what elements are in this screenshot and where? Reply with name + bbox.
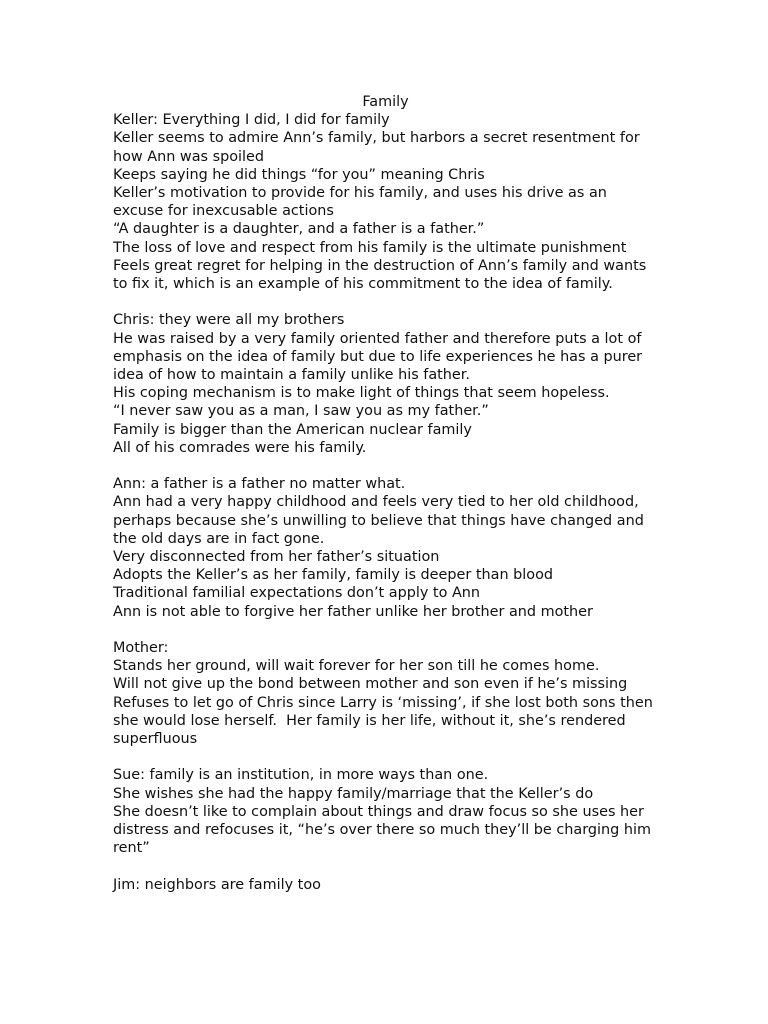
paragraph-line: She wishes she had the happy family/marriage that the Keller’s do bbox=[113, 785, 594, 802]
paragraph-line: Keller’s motivation to provide for his family, and uses his drive as an excuse for inexcusable actions bbox=[113, 185, 612, 220]
paragraph-line: All of his comrades were his family. bbox=[113, 439, 367, 456]
section-chris bbox=[113, 311, 658, 457]
paragraph-line: Traditional familial expectations don’t apply to Ann bbox=[113, 585, 481, 602]
section-mother bbox=[113, 639, 658, 748]
paragraph-line: Ann had a very happy childhood and feels very tied to her old childhood, perhaps because she’s unwilling to believe that things have changed and the old days are in fact gone. bbox=[113, 494, 649, 547]
document-title: Family bbox=[362, 94, 409, 110]
section-keller bbox=[113, 111, 658, 293]
document-body bbox=[113, 93, 658, 894]
paragraph-line: Very disconnected from her father’s situation bbox=[113, 549, 440, 566]
paragraph-line: His coping mechanism is to make light of things that seem hopeless. bbox=[113, 385, 610, 402]
paragraph-line: Feels great regret for helping in the destruction of Ann’s family and wants to fix it, which is an example of his commitment to the idea of family. bbox=[113, 257, 651, 293]
paragraph-line: Keller seems to admire Ann’s family, but harbors a secret resentment for how Ann was spoiled bbox=[113, 130, 645, 165]
section-heading: Mother: bbox=[113, 640, 169, 657]
paragraph-line: He was raised by a very family oriented father and therefore puts a lot of emphasis on the idea of family but due to life experiences he has a purer idea of how to maintain a family unlike his father. bbox=[113, 330, 647, 384]
paragraph-line: Refuses to let go of Chris since Larry is ‘missing’, if she lost both sons then she would lose herself. Her family is her life, without it, she’s rendered superfluous bbox=[113, 694, 658, 748]
section-heading: Chris: they were all my brothers bbox=[113, 312, 345, 329]
paragraph-line: Adopts the Keller’s as her family, family is deeper than blood bbox=[113, 567, 554, 584]
paragraph-line: Keeps saying he did things “for you” meaning Chris bbox=[113, 166, 485, 183]
section-heading: Ann: a father is a father no matter what. bbox=[113, 476, 406, 493]
quote-line: “A daughter is a daughter, and a father is a father.” bbox=[113, 221, 485, 238]
paragraph-line: The loss of love and respect from his family is the ultimate punishment bbox=[113, 239, 627, 256]
section-heading: Jim: neighbors are family too bbox=[113, 876, 321, 893]
section-heading: Sue: family is an institution, in more ways than one. bbox=[113, 767, 489, 784]
paragraph-line: Family is bigger than the American nuclear family bbox=[113, 421, 472, 438]
paragraph-line: Will not give up the bond between mother and son even if he’s missing bbox=[113, 676, 628, 693]
paragraph-line: She doesn’t like to complain about things and draw focus so she uses her distress and refocuses it, “he’s over there so much they’ll be charging him rent” bbox=[113, 803, 656, 857]
quote-line: “I never saw you as a man, I saw you as my father.” bbox=[113, 403, 489, 420]
section-ann bbox=[113, 475, 658, 621]
paragraph-line: Ann is not able to forgive her father unlike her brother and mother bbox=[113, 603, 593, 620]
section-sue bbox=[113, 766, 658, 857]
section-jim bbox=[113, 876, 658, 894]
paragraph-line: Stands her ground, will wait forever for her son till he comes home. bbox=[113, 658, 600, 675]
section-heading: Keller: Everything I did, I did for family bbox=[113, 112, 390, 129]
